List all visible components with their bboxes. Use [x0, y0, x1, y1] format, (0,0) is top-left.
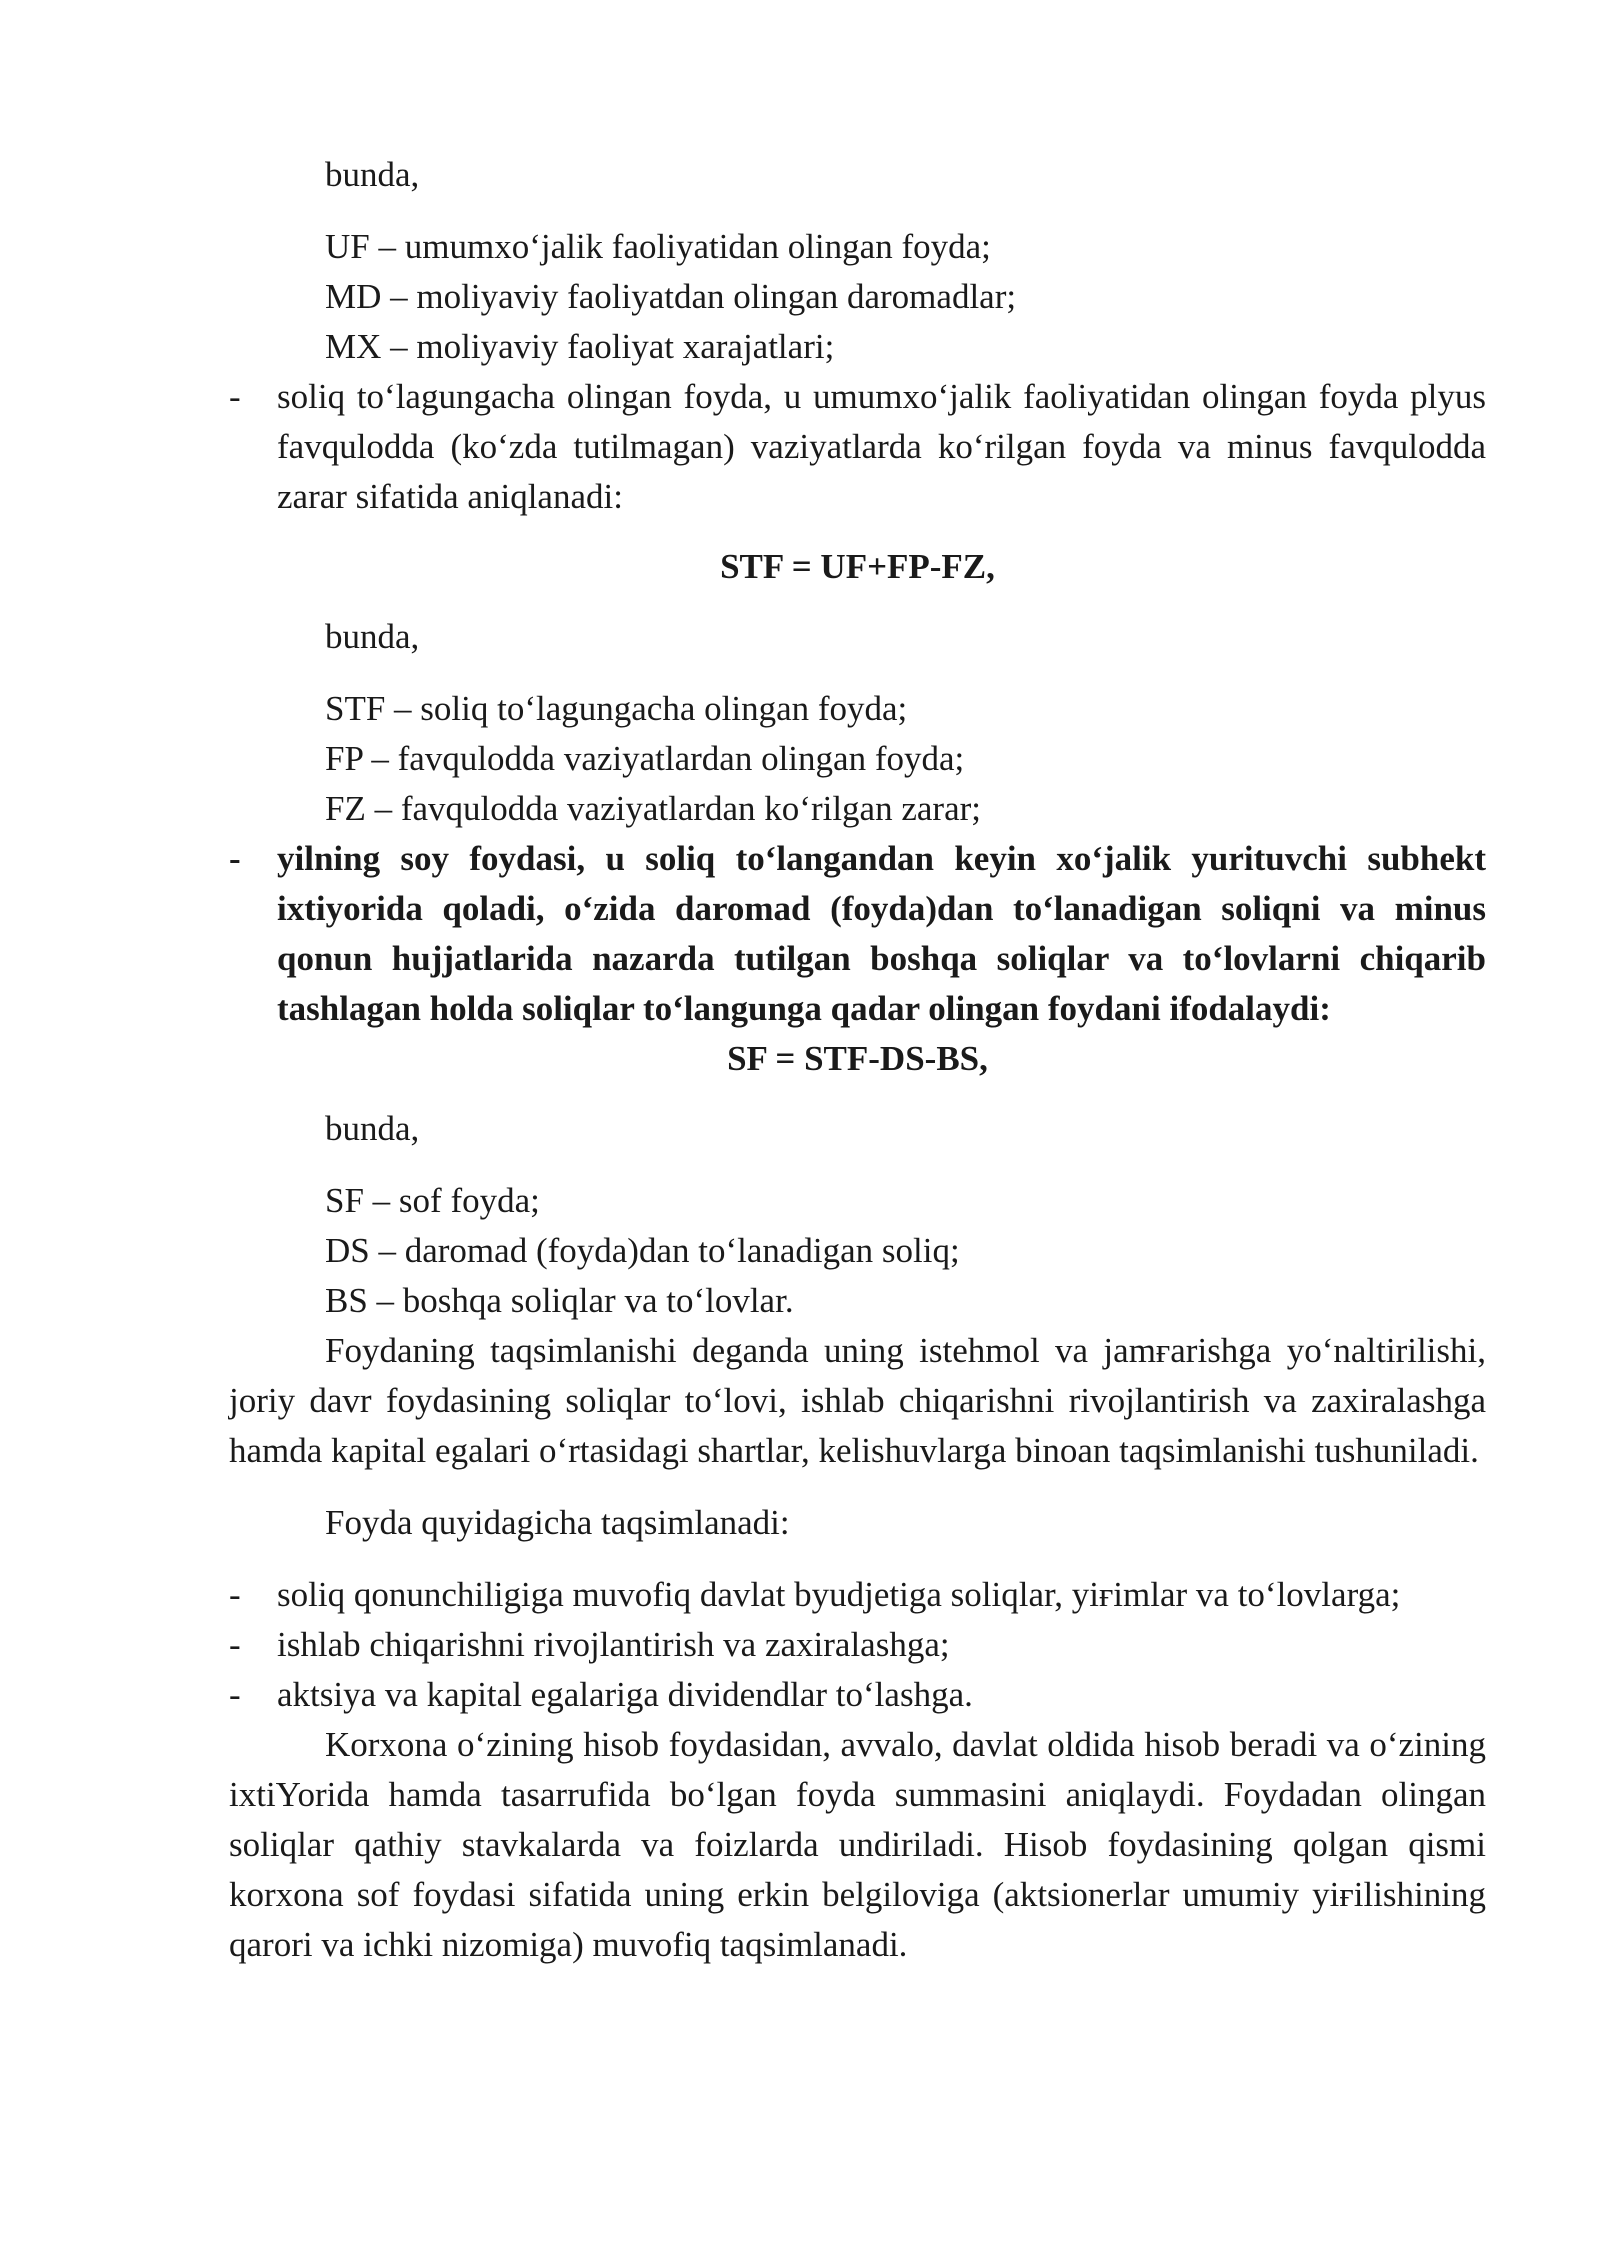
definition-uf: UF – umumxoʻjalik faoliyatidan olingan foyda; — [325, 227, 991, 266]
paragraph-distribution-intro: Foyda quyidagicha taqsimlanadi: — [325, 1503, 790, 1542]
definition-fp: FP – favqulodda vaziyatlardan olingan foyda; — [325, 739, 965, 778]
list-item — [229, 1620, 1486, 1670]
bullet-text: soliq toʻlagungacha olingan foyda, u umumxoʻjalik faoliyatidan olingan foyda plyus favqulodda (koʻzda tutilmagan) vaziyatlarda koʻrilgan foyda va minus favqulodda zarar sifatida aniqlanadi: — [277, 377, 1486, 516]
bunda-label: bunda, — [325, 1109, 420, 1148]
list-item-text: soliq qonunchiligiga muvofiq davlat byudjetiga soliqlar, yiғimlar va toʻlovlarga; — [277, 1575, 1401, 1614]
document-body — [229, 150, 1486, 1970]
formula-stf: STF = UF+FP-FZ, — [720, 547, 995, 586]
list-item-text: aktsiya va kapital egalariga dividendlar toʻlashga. — [277, 1675, 973, 1714]
bullet-dash: - — [229, 1675, 241, 1714]
bullet-dash: - — [229, 377, 241, 416]
list-item-text: ishlab chiqarishni rivojlantirish va zaxiralashga; — [277, 1625, 950, 1664]
bullet-item-net-profit — [229, 834, 1486, 1034]
definition-stf: STF – soliq toʻlagungacha olingan foyda; — [325, 689, 908, 728]
bullet-dash: - — [229, 1625, 241, 1664]
definition-ds: DS – daromad (foyda)dan toʻlanadigan soliq; — [325, 1231, 960, 1270]
formula-sf: SF = STF-DS-BS, — [727, 1039, 988, 1078]
paragraph-company-profit: Korxona oʻzining hisob foydasidan, avvalo, davlat oldida hisob beradi va oʻzining ixtiYorida hamda tasarrufida boʻlgan foyda summasini aniqlaydi. Foydadan olingan soliqlar qathiy stavkalarda va foizlarda undiriladi. Hisob foydasining qolgan qismi korxona sof foydasi sifatida uning erkin belgiloviga (aktsionerlar umumiy yiғilishining qarori va ichki nizomiga) muvofiq taqsimlanadi. — [229, 1725, 1486, 1964]
list-item — [229, 1570, 1486, 1620]
definition-mx: MX – moliyaviy faoliyat xarajatlari; — [325, 327, 835, 366]
list-item — [229, 1670, 1486, 1720]
bullet-text: yilning soy foydasi, u soliq toʻlangandan keyin xoʻjalik yurituvchi subhekt ixtiyorida qoladi, oʻzida daromad (foyda)dan toʻlanadigan soliqni va minus qonun hujjatlarida nazarda tutilgan boshqa soliqlar va toʻlovlarni chiqarib tashlagan holda soliqlar toʻlangunga qadar olingan foydani ifodalaydi: — [277, 839, 1486, 1028]
definition-sf: SF – sof foyda; — [325, 1181, 540, 1220]
definition-md: MD – moliyaviy faoliyatdan olingan daromadlar; — [325, 277, 1017, 316]
definition-bs: BS – boshqa soliqlar va toʻlovlar. — [325, 1281, 794, 1320]
bullet-dash: - — [229, 1575, 241, 1614]
bullet-dash: - — [229, 839, 241, 878]
bullet-item-pretax-profit — [229, 372, 1486, 522]
bunda-label: bunda, — [325, 617, 420, 656]
bunda-label: bunda, — [325, 155, 420, 194]
definition-fz: FZ – favqulodda vaziyatlardan koʻrilgan zarar; — [325, 789, 981, 828]
paragraph-profit-distribution: Foydaning taqsimlanishi deganda uning istehmol va jamғarishga yoʻnaltirilishi, joriy davr foydasining soliqlar toʻlovi, ishlab chiqarishni rivojlantirish va zaxiralashga hamda kapital egalari oʻrtasidagi shartlar, kelishuvlarga binoan taqsimlanishi tushuniladi. — [229, 1331, 1486, 1470]
